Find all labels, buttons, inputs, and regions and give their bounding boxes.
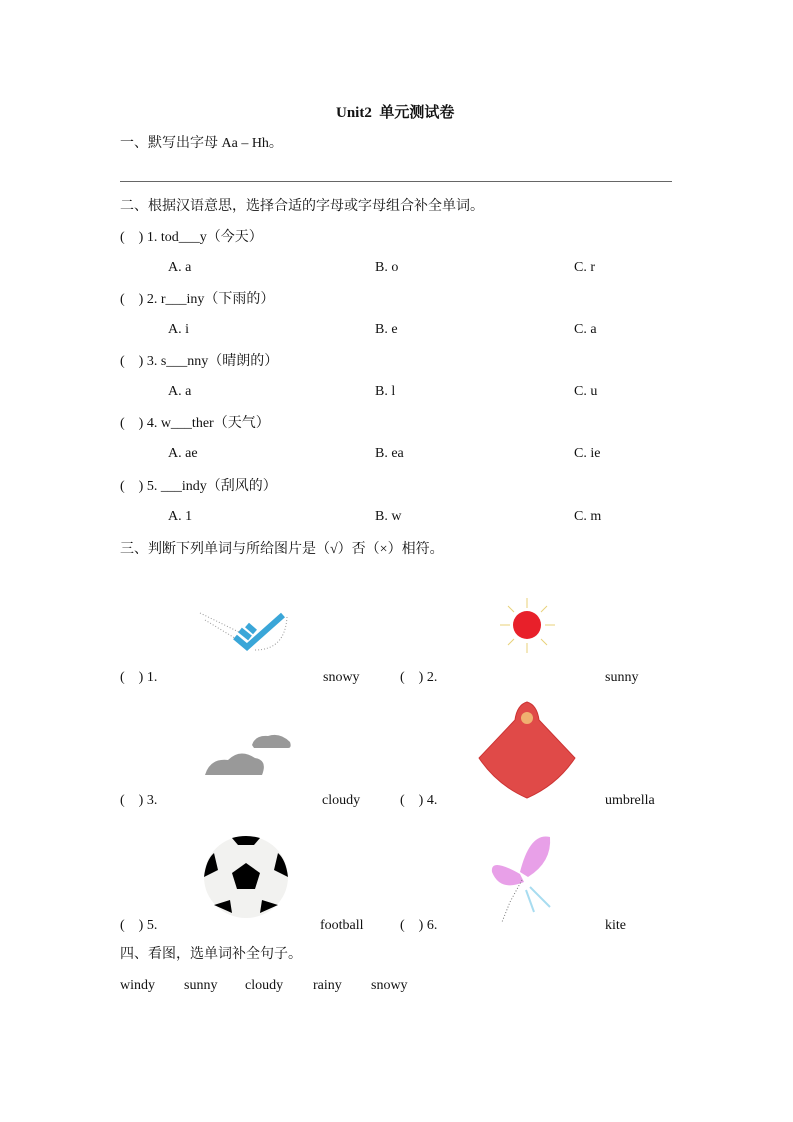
option-b: B. o bbox=[375, 260, 399, 275]
judge-item-word: kite bbox=[605, 918, 626, 933]
option-a: A. 1 bbox=[168, 509, 193, 524]
word-bank-item: cloudy bbox=[245, 978, 284, 993]
option-b: B. ea bbox=[375, 446, 404, 461]
page-title: Unit2 单元测试卷 bbox=[336, 105, 455, 121]
section1-heading: 一、默写出字母 Aa – Hh。 bbox=[120, 136, 283, 151]
option-c: C. u bbox=[574, 384, 598, 399]
word-bank-item: rainy bbox=[313, 978, 342, 993]
judge-item-label: ( ) 6. bbox=[400, 918, 438, 933]
judge-item-word: snowy bbox=[323, 670, 360, 685]
clouds-icon bbox=[200, 720, 295, 780]
judge-item-label: ( ) 2. bbox=[400, 670, 438, 685]
option-c: C. r bbox=[574, 260, 595, 275]
option-b: B. l bbox=[375, 384, 396, 399]
option-a: A. a bbox=[168, 384, 192, 399]
option-a: A. ae bbox=[168, 446, 198, 461]
section3-heading: 三、判断下列单词与所给图片是（√）否（×）相符。 bbox=[120, 542, 444, 557]
judge-item-word: football bbox=[320, 918, 364, 933]
word-bank-item: snowy bbox=[371, 978, 408, 993]
wind-icon bbox=[195, 605, 295, 655]
option-b: B. e bbox=[375, 322, 398, 337]
option-b: B. w bbox=[375, 509, 402, 524]
judge-item-label: ( ) 5. bbox=[120, 918, 158, 933]
question-stem: ( ) 4. w___ther（天气） bbox=[120, 416, 270, 431]
judge-item-word: cloudy bbox=[322, 793, 361, 808]
judge-item-word: sunny bbox=[605, 670, 639, 685]
answer-line bbox=[120, 181, 672, 182]
section2-heading: 二、根据汉语意思，选择合适的字母或字母组合补全单词。 bbox=[120, 199, 484, 214]
option-c: C. ie bbox=[574, 446, 601, 461]
option-c: C. a bbox=[574, 322, 597, 337]
football-icon bbox=[202, 835, 290, 920]
question-stem: ( ) 3. s___nny（晴朗的） bbox=[120, 354, 279, 369]
word-bank-item: sunny bbox=[184, 978, 218, 993]
judge-item-label: ( ) 4. bbox=[400, 793, 438, 808]
option-a: A. a bbox=[168, 260, 192, 275]
judge-item-word: umbrella bbox=[605, 793, 655, 808]
word-bank-item: windy bbox=[120, 978, 155, 993]
question-stem: ( ) 5. ___indy（刮风的） bbox=[120, 479, 277, 494]
section4-heading: 四、看图，选单词补全句子。 bbox=[120, 947, 302, 962]
judge-item-label: ( ) 3. bbox=[120, 793, 158, 808]
question-stem: ( ) 1. tod___y（今天） bbox=[120, 230, 263, 245]
raincoat-icon bbox=[477, 700, 577, 800]
judge-item-label: ( ) 1. bbox=[120, 670, 158, 685]
butterfly-kite-icon bbox=[480, 832, 570, 927]
question-stem: ( ) 2. r___iny（下雨的） bbox=[120, 292, 275, 307]
sun-icon bbox=[500, 598, 555, 653]
option-c: C. m bbox=[574, 509, 602, 524]
option-a: A. i bbox=[168, 322, 189, 337]
